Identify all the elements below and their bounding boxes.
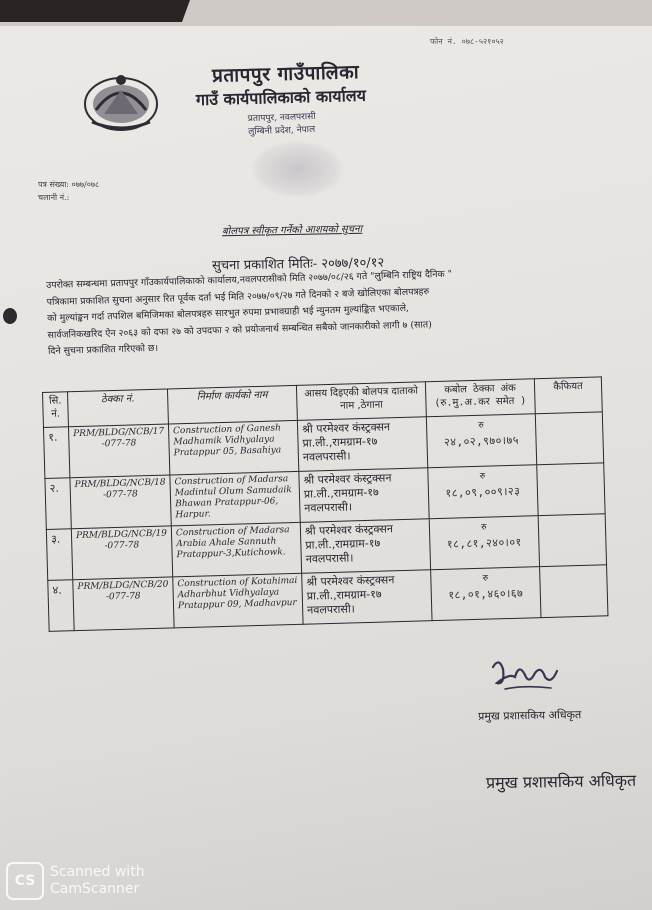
cell-amount — [428, 465, 538, 519]
cell-ref: PRM/BLDG/NCB/20 -077-78 — [73, 577, 174, 631]
bid-table — [42, 376, 608, 632]
signature-icon — [485, 655, 565, 695]
cell-amount — [431, 567, 541, 621]
municipality-title: प्रतापपुर गाउँपालिका — [211, 61, 360, 87]
header-amount: कबोल ठेक्का अंक (रु.मु.अ.कर समेत ) — [425, 379, 535, 417]
reference-block — [38, 178, 99, 204]
office-subtitle: गाउँ कार्यपालिकाको कार्यालय — [195, 85, 367, 110]
header-work: निर्माण कार्यको नाम — [167, 385, 297, 424]
signatory-title-handwritten: प्रमुख प्रशासकिय अधिकृत — [477, 708, 582, 723]
paragraph-line: दिने सुचना प्रकाशित गरिएको छ। — [47, 342, 159, 357]
cell-bidder: श्री परमेश्वर कंस्ट्रक्सन प्रा.ली.,रामग्राम-१७ नवलपरासी। — [297, 417, 427, 472]
top-edge-band — [0, 0, 652, 26]
amount-value: २४,०२,९७०।७५ — [443, 433, 520, 449]
cell-work: Construction of Kotahimai Adharbhut Vidhyalaya Pratappur 09, Madhavpur — [173, 573, 303, 628]
cell-amount — [429, 516, 539, 570]
cell-remarks — [540, 565, 608, 618]
scanner-watermark — [6, 862, 145, 900]
cell-sn: ३. — [46, 529, 72, 581]
currency-label: रु — [481, 522, 487, 533]
signatory-title-typed: प्रमुख प्रशासकिय अधिकृत — [485, 770, 637, 793]
cell-sn: ४. — [48, 580, 74, 632]
cell-amount — [426, 414, 536, 468]
cell-bidder: श्री परमेश्वर कंस्ट्रक्सन प्रा.ली.,रामग्राम-१७ नवलपरासी। — [299, 468, 429, 523]
dispatch-number: चलानी नं.: — [38, 193, 70, 202]
cell-remarks — [535, 412, 603, 465]
notice-subject: बोलपत्र स्वीकृत गर्नेको आशयको सुचना — [221, 223, 363, 238]
watermark-text — [50, 864, 145, 898]
header-ref: ठेक्का नं. — [68, 389, 169, 427]
address-line-1: प्रतापपुर, नवलपरासी — [247, 111, 316, 125]
cell-ref: PRM/BLDG/NCB/19 -077-78 — [71, 526, 172, 580]
amount-value: १८,०१,४६०।६७ — [448, 586, 524, 602]
paragraph-line: सार्वजनिकखरिद ऐन २०६३ को दफा २७ को उपदफा २ को प्रयोजनार्थ सम्बन्धित सबैको जानकारीको लागी ७ (सात) — [47, 318, 432, 341]
cell-remarks — [538, 514, 606, 567]
paragraph-line: को मुल्यांङ्कन गर्दा तपशिल बमिजिमका बोलपत्रहरु सारभुत रुपमा प्रभावग्राही भई न्युनतम मुल्यांङ्कित भएकाले, — [46, 302, 410, 324]
ref-number: पत्र संख्या: ०७७/०७८ — [38, 180, 100, 189]
cell-sn: २. — [45, 478, 71, 530]
cell-sn: १. — [43, 427, 69, 479]
camscanner-logo-icon: CS — [6, 862, 44, 900]
cell-ref: PRM/BLDG/NCB/17 -077-78 — [68, 424, 169, 478]
header-bidder: आसय दिइएकी बोलपत्र दाताको नाम ,ठेगाना — [296, 382, 426, 421]
nepal-emblem-icon — [82, 70, 160, 134]
cell-work: Construction of Madarsa Arabia Ahale Sannuth Pratappur-3,Kutichowk. — [171, 522, 301, 577]
address-line-2: लुम्बिनी प्रदेश, नेपाल — [248, 124, 316, 138]
cell-bidder: श्री परमेश्वर कंस्ट्रक्सन प्रा.ली.,रामग्राम-१७ नवलपरासी। — [302, 570, 432, 625]
paragraph-line: पत्रिकामा प्रकाशित सुचना अनुसार रित पूर्वक दर्ता भई मिति २०७७/०९/२७ गते दिनको २ बजे खोलिएका बोलपत्रहरु — [46, 285, 430, 308]
publish-date: सुचना प्रकाशित मितिः- २०७७/१०/१२ — [211, 255, 385, 274]
paragraph-line: उपरोक्त सम्बन्धमा प्रतापपुर गाँउकार्यपालिकाको कार्यालय,नवलपरासीको मिति २०७७/०८/२६ गते "लुम्बिनि राष्ट्रिय दैनिक " — [46, 268, 453, 291]
watermark-line-2: CamScanner — [50, 881, 140, 897]
cell-remarks — [537, 463, 605, 516]
header-sn: सि. नं. — [43, 392, 69, 428]
round-stamp-icon — [250, 140, 345, 198]
currency-label: रु — [479, 471, 486, 482]
cell-work: Construction of Ganesh Madhamik Vidhyalaya Pratappur 05, Basahiya — [168, 420, 298, 475]
cell-ref: PRM/BLDG/NCB/18 -077-78 — [70, 475, 171, 529]
currency-label: रु — [482, 573, 489, 584]
cell-bidder: श्री परमेश्वर कंस्ट्रक्सन प्रा.ली.,रामग्राम-१७ नवलपरासी। — [300, 519, 430, 574]
header-remarks: कैफियत — [534, 377, 602, 414]
punch-hole — [3, 308, 17, 324]
amount-value: १८,८१,२४०।०१ — [446, 535, 522, 551]
address-stamp — [248, 111, 317, 139]
watermark-line-1: Scanned with — [50, 864, 145, 880]
notice-paragraph — [46, 263, 603, 361]
letter-number: फोन नं. ०७८-५२१०५२ — [430, 37, 504, 46]
cell-work: Construction of Madarsa Madintul Olum Samudaik Bhawan Pratappur-06, Harpur. — [170, 471, 300, 526]
currency-label: रु — [478, 420, 484, 431]
amount-value: १८,०९,००९।२३ — [445, 484, 521, 500]
